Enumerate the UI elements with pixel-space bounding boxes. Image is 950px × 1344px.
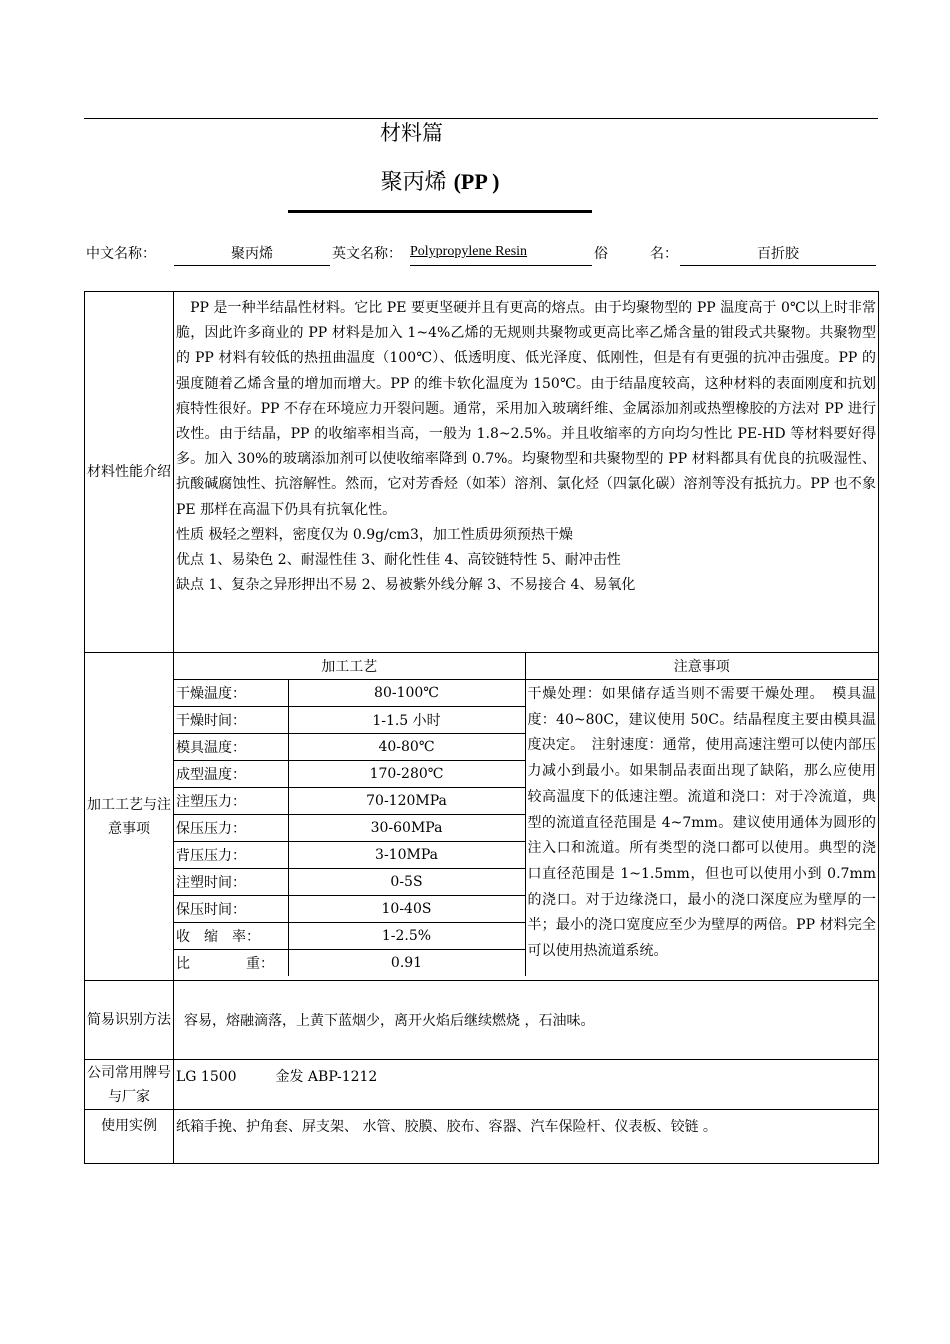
param-value: 40-80℃ bbox=[288, 734, 525, 761]
param-name: 注塑时间： bbox=[174, 869, 288, 896]
identification-cell bbox=[174, 981, 879, 1060]
process-row bbox=[85, 653, 879, 981]
identification-row bbox=[85, 981, 879, 1060]
process-param-row bbox=[174, 680, 878, 707]
brand-1: LG 1500 bbox=[176, 1069, 237, 1085]
brands-label: 公司常用牌号与厂家 bbox=[85, 1060, 174, 1110]
top-rule bbox=[84, 118, 878, 119]
material-table bbox=[84, 291, 879, 1164]
brand-2: 金发 ABP-1212 bbox=[275, 1069, 378, 1085]
col-notes-header: 注意事项 bbox=[525, 653, 878, 680]
param-value: 1-2.5% bbox=[288, 923, 525, 950]
brands-cell bbox=[174, 1060, 879, 1110]
param-value: 80-100℃ bbox=[288, 680, 525, 707]
param-value: 10-40S bbox=[288, 896, 525, 923]
param-name: 比 重： bbox=[174, 950, 288, 977]
param-name: 保压压力： bbox=[174, 815, 288, 842]
intro-property: 性质 极轻之塑料，密度仅为 0.9g/cm3，加工性质毋须预热干燥 bbox=[176, 526, 573, 543]
title-underline bbox=[288, 210, 592, 213]
usage-text: 纸箱手挽、护角套、屏支架、 水管、胶膜、胶布、容器、汽车保险杆、仪表板、铰链 。 bbox=[176, 1119, 717, 1135]
section-title: 材料篇 bbox=[380, 121, 443, 145]
param-name: 模具温度： bbox=[174, 734, 288, 761]
process-cell bbox=[174, 653, 879, 981]
param-value: 0-5S bbox=[288, 869, 525, 896]
param-name: 保压时间： bbox=[174, 896, 288, 923]
en-name-label: 英文名称： bbox=[332, 246, 402, 262]
param-name: 干燥温度： bbox=[174, 680, 288, 707]
usage-label: 使用实例 bbox=[85, 1110, 174, 1164]
param-value: 30-60MPa bbox=[288, 815, 525, 842]
title-en: (PP ) bbox=[453, 169, 500, 194]
en-name-text: Polypropylene Resin bbox=[410, 244, 528, 259]
page-title bbox=[0, 165, 880, 196]
param-name: 干燥时间： bbox=[174, 707, 288, 734]
param-name: 注塑压力： bbox=[174, 788, 288, 815]
intro-cell bbox=[174, 292, 879, 653]
cn-name-value: 聚丙烯 bbox=[174, 243, 330, 266]
process-table bbox=[174, 653, 878, 976]
param-name: 背压压力： bbox=[174, 842, 288, 869]
process-header-row bbox=[174, 653, 878, 680]
param-name: 成型温度： bbox=[174, 761, 288, 788]
common-name-label-1: 俗 bbox=[594, 246, 608, 262]
identification-text: 容易，熔融滴落，上黄下蓝烟少，离开火焰后继续燃烧 ，石油味。 bbox=[184, 1013, 595, 1029]
param-value: 0.91 bbox=[288, 950, 525, 977]
param-value: 70-120MPa bbox=[288, 788, 525, 815]
param-value: 3-10MPa bbox=[288, 842, 525, 869]
process-notes: 干燥处理：如果储存适当则不需要干燥处理。 模具温度：40~80C，建议使用 50C。结晶程度主要由模具温度决定。 注射速度：通常，使用高速注塑可以使内部压力减小到最小。如果制品表面出现了缺陷，那么应使用较高温度下的低速注塑。流道和浇口：对于冷流道，典型的流道直径范围是 4~7mm。建议使用通体为圆形的注入口和流道。所有类型的浇口都可以使用。典型的浇口直径范围是 1~1.5mm，但也可以使用小到 0.7mm 的浇口。对于边缘浇口，最小的浇口深度应为壁厚的一半；最小的浇口宽度应至少为壁厚的两倍。PP 材料完全可以使用热流道系统。 bbox=[527, 686, 876, 960]
brands-row bbox=[85, 1060, 879, 1110]
param-value: 1-1.5 小时 bbox=[288, 707, 525, 734]
title-cn: 聚丙烯 bbox=[380, 170, 447, 195]
usage-cell bbox=[174, 1110, 879, 1164]
intro-row bbox=[85, 292, 879, 653]
common-name-label-2: 名： bbox=[650, 246, 678, 262]
col-process-header: 加工工艺 bbox=[174, 653, 525, 680]
notes-cell bbox=[525, 680, 878, 977]
intro-advantages: 优点 1、易染色 2、耐湿性佳 3、耐化性佳 4、高铰链特性 5、耐冲击性 bbox=[176, 552, 621, 569]
intro-paragraph: PP 是一种半结晶性材料。它比 PE 要更坚硬并且有更高的熔点。由于均聚物型的 PP 温度高于 0℃以上时非常脆，因此许多商业的 PP 材料是加入 1~4%乙烯的无规则共聚物或更高比率乙烯含量的钳段式共聚物。共聚物型的 PP 材料有较低的热扭曲温度（100℃）、低透明度、低光泽度、低刚性，但是有有更强的抗冲击强度。PP 的强度随着乙烯含量的增加而增大。PP 的维卡软化温度为 150℃。由于结晶度较高，这种材料的表面刚度和抗划痕特性很好。PP 不存在环境应力开裂问题。通常，采用加入玻璃纤维、金属添加剂或热塑橡胶的方法对 PP 进行改性。由于结晶，PP 的收缩率相当高，一般为 1.8~2.5%。并且收缩率的方向均匀性比 PE-HD 等材料要好得多。加入 30%的玻璃添加剂可以使收缩率降到 0.7%。均聚物型和共聚物型的 PP 材料都具有优良的抗吸湿性、抗酸碱腐蚀性、抗溶解性。然而，它对芳香烃（如苯）溶剂、氯化烃（四氯化碳）溶剂等没有抵抗力。PP 也不象 PE 那样在高温下仍具有抗氧化性。 bbox=[176, 300, 876, 518]
common-name-value: 百折胶 bbox=[680, 243, 876, 266]
identification-label: 简易识别方法 bbox=[85, 981, 174, 1060]
process-label: 加工工艺与注意事项 bbox=[85, 653, 174, 981]
en-name-value bbox=[410, 243, 592, 266]
cn-name-label: 中文名称： bbox=[86, 246, 156, 262]
intro-label: 材料性能介绍 bbox=[85, 292, 174, 653]
usage-row bbox=[85, 1110, 879, 1164]
intro-disadvantages: 缺点 1、复杂之异形押出不易 2、易被紫外线分解 3、不易接合 4、易氧化 bbox=[176, 577, 636, 594]
param-value: 170-280℃ bbox=[288, 761, 525, 788]
param-name: 收 缩 率： bbox=[174, 923, 288, 950]
